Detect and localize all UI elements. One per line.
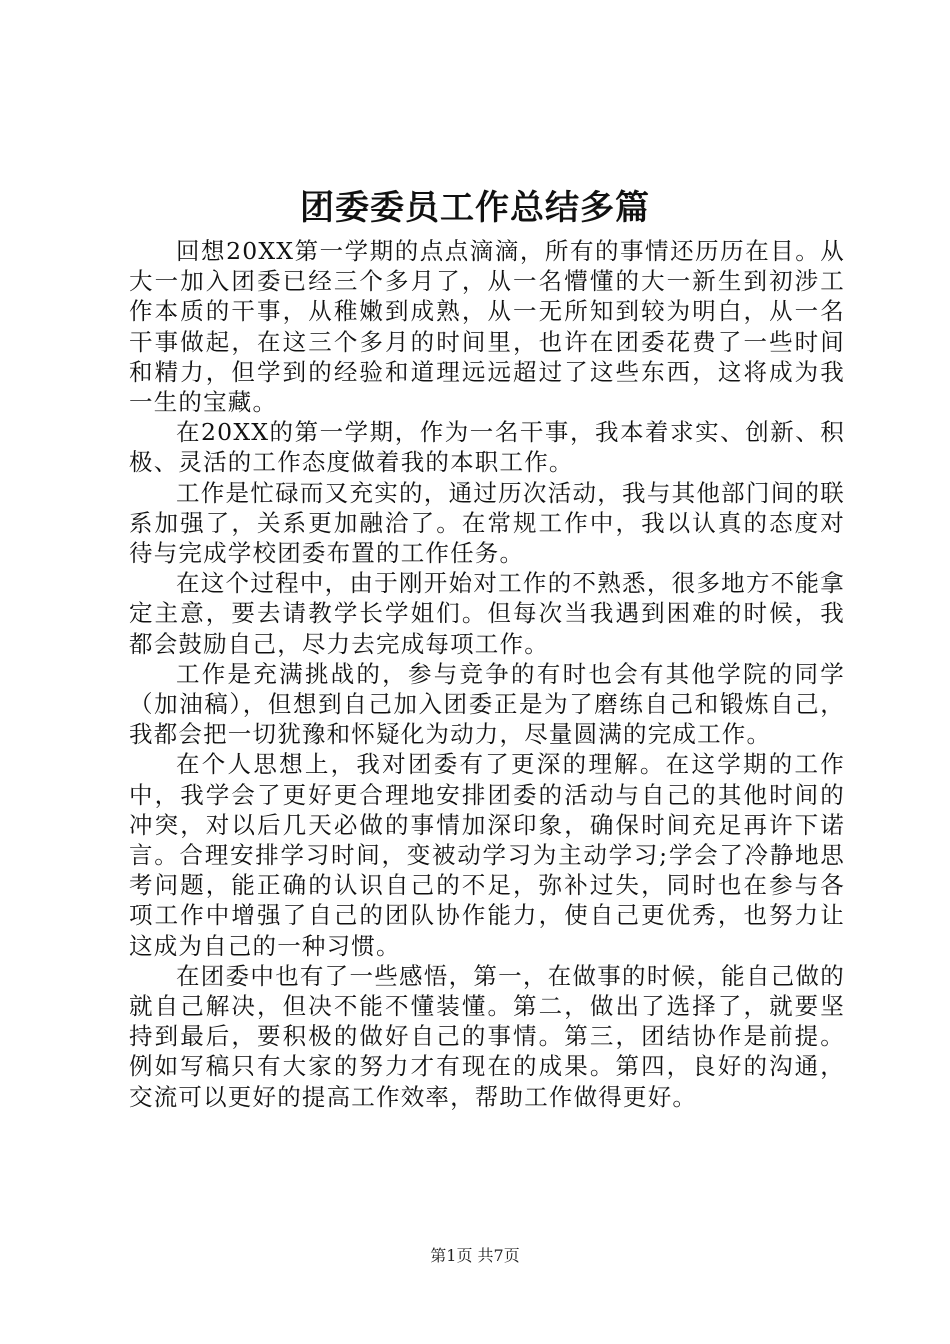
paragraph-7: 在团委中也有了一些感悟，第一，在做事的时候，能自己做的就自己解决，但决不能不懂装懂。第二，做出了选择了，就要坚持到最后，要积极的做好自己的事情。第三，团结协作是前提。例如写稿只有大家的努力才有现在的成果。第四，良好的沟通，交流可以更好的提高工作效率，帮助工作做得更好。 bbox=[129, 961, 845, 1111]
paragraph-5: 工作是充满挑战的，参与竞争的有时也会有其他学院的同学（加油稿），但想到自己加入团委正是为了磨练自己和锻炼自己，我都会把一切犹豫和怀疑化为动力，尽量圆满的完成工作。 bbox=[129, 659, 845, 749]
paragraph-6: 在个人思想上，我对团委有了更深的理解。在这学期的工作中，我学会了更好更合理地安排团委的活动与自己的其他时间的冲突，对以后几天必做的事情加深印象，确保时间充足再许下诺言。合理安排学习时间，变被动学习为主动学习;学会了冷静地思考问题，能正确的认识自己的不足，弥补过失，同时也在参与各项工作中增强了自己的团队协作能力，使自己更优秀，也努力让这成为自己的一种习惯。 bbox=[129, 750, 845, 960]
paragraph-2: 在20XX的第一学期，作为一名干事，我本着求实、创新、积极、灵活的工作态度做着我的本职工作。 bbox=[129, 418, 845, 477]
document-title: 团委委员工作总结多篇 bbox=[300, 188, 650, 228]
paragraph-1: 回想20XX第一学期的点点滴滴，所有的事情还历历在目。从大一加入团委已经三个多月了，从一名懵懂的大一新生到初涉工作本质的干事，从稚嫩到成熟，从一无所知到较为明白，从一名干事做起，在这三个多月的时间里，也许在团委花费了一些时间和精力，但学到的经验和道理远远超过了这些东西，这将成为我一生的宝藏。 bbox=[129, 237, 845, 417]
paragraph-3: 工作是忙碌而又充实的，通过历次活动，我与其他部门间的联系加强了，关系更加融洽了。在常规工作中，我以认真的态度对待与完成学校团委布置的工作任务。 bbox=[129, 478, 845, 568]
document-body bbox=[129, 236, 845, 1112]
paragraph-4: 在这个过程中，由于刚开始对工作的不熟悉，很多地方不能拿定主意，要去请教学长学姐们。但每次当我遇到困难的时候，我都会鼓励自己，尽力去完成每项工作。 bbox=[129, 569, 845, 658]
page-number-footer: 第1页 共7页 bbox=[430, 1246, 520, 1265]
